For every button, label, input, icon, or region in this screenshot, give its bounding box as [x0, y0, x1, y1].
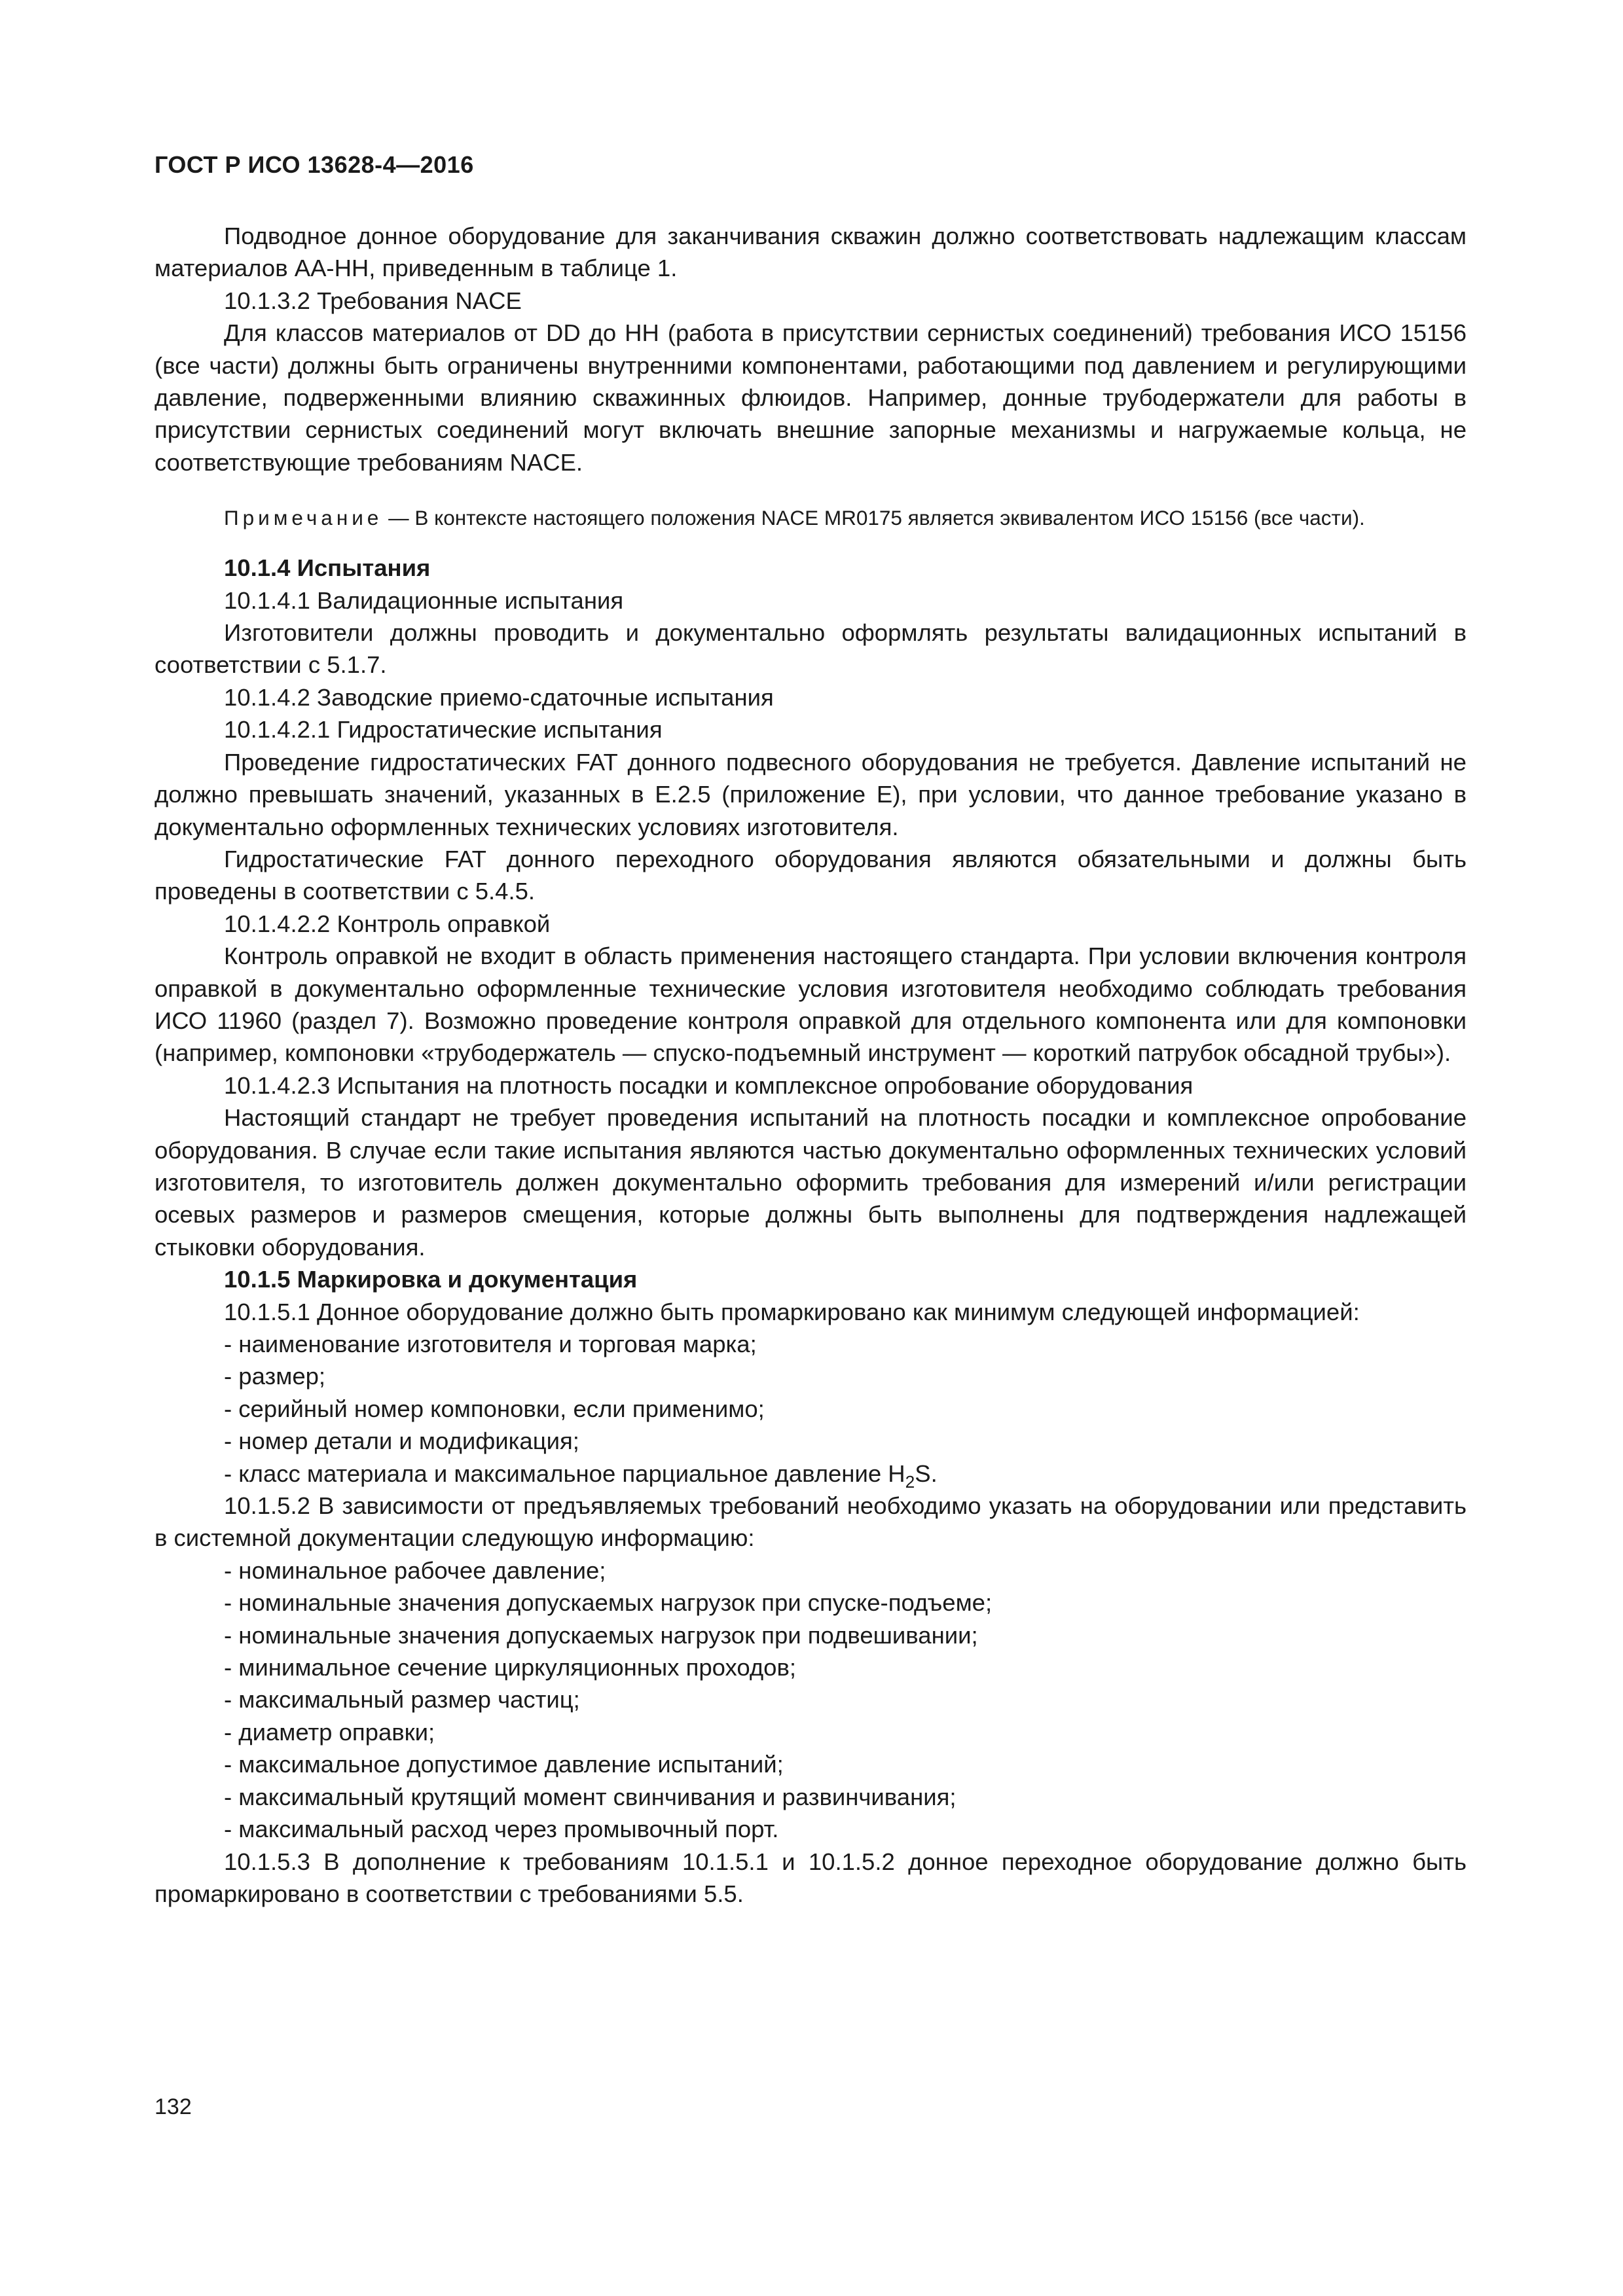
list-item: - номер детали и модификация; — [224, 1427, 579, 1455]
list-item: - наименование изготовителя и торговая марка; — [224, 1331, 757, 1357]
body-paragraph: 10.1.5.3 В дополнение к требованиям 10.1.5.1 и 10.1.5.2 донное переходное оборудование должно быть промаркировано в соответствии с требованиями 5.5. — [155, 1848, 1467, 1907]
list-item: - размер; — [224, 1363, 326, 1390]
section-heading: 10.1.4 Испытания — [224, 554, 431, 582]
list-item: - диаметр оправки; — [224, 1718, 435, 1746]
body-paragraph: Настоящий стандарт не требует проведения испытаний на плотность посадки и комплексное опробование оборудования. В случае если такие испытания являются частью документально оформленных технических условий изготовителя, то изготовитель должен документально оформить требования для измерений и/или регистрации осевых размеров и размеров смещения, которые должны быть выполнены для подтверждения надлежащей стыковки оборудования. — [155, 1104, 1467, 1261]
list-item: - максимальный размер частиц; — [224, 1686, 580, 1713]
body-paragraph: 10.1.5.1 Донное оборудование должно быть промаркировано как минимум следующей информацией: — [224, 1298, 1360, 1325]
subscript: 2 — [905, 1471, 915, 1492]
page-number: 132 — [155, 2094, 192, 2119]
list-item: - минимальное сечение циркуляционных проходов; — [224, 1654, 797, 1681]
list-item: - номинальное рабочее давление; — [224, 1556, 606, 1584]
list-item-text: - класс материала и максимальное парциальное давление H — [224, 1460, 905, 1487]
body-paragraph: Гидростатические FAT донного переходного оборудования являются обязательными и должны быть проведены в соответствии с 5.4.5. — [155, 845, 1467, 905]
body-paragraph: 10.1.4.1 Валидационные испытания — [224, 586, 624, 614]
body-paragraph: Проведение гидростатических FAT донного подвесного оборудования не требуется. Давление испытаний не должно превышать значений, указанных в Е.2.5 (приложение Е), при условии, что данное требование указано в документально оформленных технических условиях изготовителя. — [155, 748, 1467, 840]
list-item: - максимальное допустимое давление испытаний; — [224, 1751, 784, 1778]
note-text: — В контексте настоящего положения NACE MR0175 является эквивалентом ИСО 15156 (все части). — [382, 506, 1365, 530]
list-item: - максимальный расход через промывочный порт. — [224, 1816, 779, 1843]
document-body — [155, 220, 1467, 1910]
body-paragraph: 10.1.3.2 Требования NACE — [224, 287, 522, 314]
body-paragraph: Контроль оправкой не входит в область применения настоящего стандарта. При условии включения контроля оправкой в документально оформленные технические условия изготовителя необходимо соблюдать требования ИСО 11960 (раздел 7). Возможно проведение контроля оправкой для отдельного компонента или для компоновки (например, компоновки «трубодержатель — спуско-подъемный инструмент — короткий патрубок обсадной трубы»). — [155, 942, 1467, 1067]
note-paragraph — [155, 503, 1467, 532]
body-paragraph: 10.1.4.2.2 Контроль оправкой — [224, 910, 551, 937]
body-paragraph: 10.1.5.2 В зависимости от предъявляемых требований необходимо указать на оборудовании или представить в системной документации следующую информацию: — [155, 1492, 1467, 1552]
body-paragraph: Изготовители должны проводить и документально оформлять результаты валидационных испытаний в соответствии с 5.1.7. — [155, 619, 1467, 679]
list-item: - серийный номер компоновки, если применимо; — [224, 1395, 765, 1422]
body-paragraph: 10.1.4.2.1 Гидростатические испытания — [224, 716, 663, 744]
body-paragraph: Для классов материалов от DD до НН (работа в присутствии сернистых соединений) требования ИСО 15156 (все части) должны быть ограничены внутренними компонентами, работающими под давлением и регулирующими давление, подверженными влиянию скважинных флюидов. Например, донные трубодержатели для работы в присутствии сернистых соединений могут включать внешние запорные механизмы и нагружаемые кольца, не соответствующие требованиям NACE. — [155, 319, 1467, 476]
list-item: - номинальные значения допускаемых нагрузок при спуске-подъеме; — [224, 1589, 993, 1617]
list-item: - максимальный крутящий момент свинчивания и развинчивания; — [224, 1783, 957, 1810]
list-item — [155, 1458, 1467, 1490]
body-paragraph: Подводное донное оборудование для заканчивания скважин должно соответствовать надлежащим классам материалов АА-НН, приведенным в таблице 1. — [155, 223, 1467, 282]
body-paragraph: 10.1.4.2 Заводские приемо-сдаточные испытания — [224, 683, 774, 711]
note-label: Примечание — [224, 506, 383, 530]
list-item-text-end: S. — [915, 1460, 938, 1487]
section-heading: 10.1.5 Маркировка и документация — [224, 1266, 638, 1293]
list-item: - номинальные значения допускаемых нагрузок при подвешивании; — [224, 1621, 978, 1649]
document-header: ГОСТ Р ИСО 13628-4—2016 — [155, 151, 474, 178]
body-paragraph: 10.1.4.2.3 Испытания на плотность посадки и комплексное опробование оборудования — [224, 1071, 1194, 1099]
